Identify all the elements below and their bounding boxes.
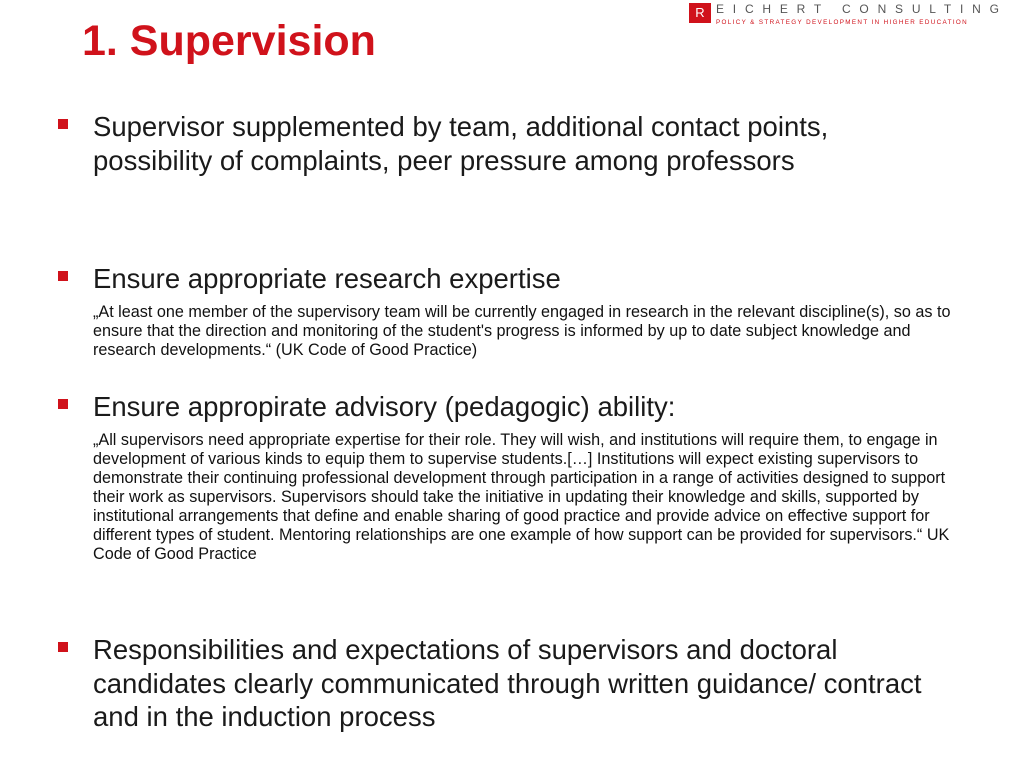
logo-tagline: POLICY & STRATEGY DEVELOPMENT IN HIGHER EDUCATION — [716, 19, 969, 26]
bullet-point-advisory-ability: Ensure appropirate advisory (pedagogic) ability: — [93, 391, 676, 422]
company-logo — [689, 0, 1024, 30]
logo-name: EICHERT CONSULTING — [716, 2, 1008, 16]
bullet-point-research-expertise: Ensure appropriate research expertise — [93, 263, 561, 294]
quote-research-expertise: „At least one member of the supervisory team will be currently engaged in research in the relevant discipline(s), so as to ensure that the direction and monitoring of the student's progress is informed by up to date subject knowledge and research developments.“ (UK Code of Good Practice) — [93, 303, 951, 359]
bullet-point-supervisor-team: Supervisor supplemented by team, additional contact points, possibility of complaints, peer pressure among professors — [93, 111, 829, 176]
logo-initial-box: R — [689, 3, 711, 23]
slide-title: 1. Supervision — [82, 17, 376, 65]
quote-advisory-ability: „All supervisors need appropriate expertise for their role. They will wish, and institutions will require them, to engage in development of various kinds to equip them to supervise students.[…] Institutions will expect existing supervisors to demonstrate their continuing professional development through participation in a range of activities designed to support their work as supervisors. Supervisors should take the initiative in updating their knowledge and skills, supported by institutional arrangements that define and enable sharing of good practice and provide advice on effective support for different types of student. Mentoring relationships are one example of how support can be provided for supervisors.“ UK Code of Good Practice — [93, 431, 950, 563]
bullet-square-icon — [58, 642, 68, 652]
bullet-square-icon — [58, 271, 68, 281]
bullet-square-icon — [58, 399, 68, 409]
bullet-point-responsibilities: Responsibilities and expectations of supervisors and doctoral candidates clearly communicated through written guidance/ contract and in the induction process — [93, 634, 922, 733]
bullet-square-icon — [58, 119, 68, 129]
